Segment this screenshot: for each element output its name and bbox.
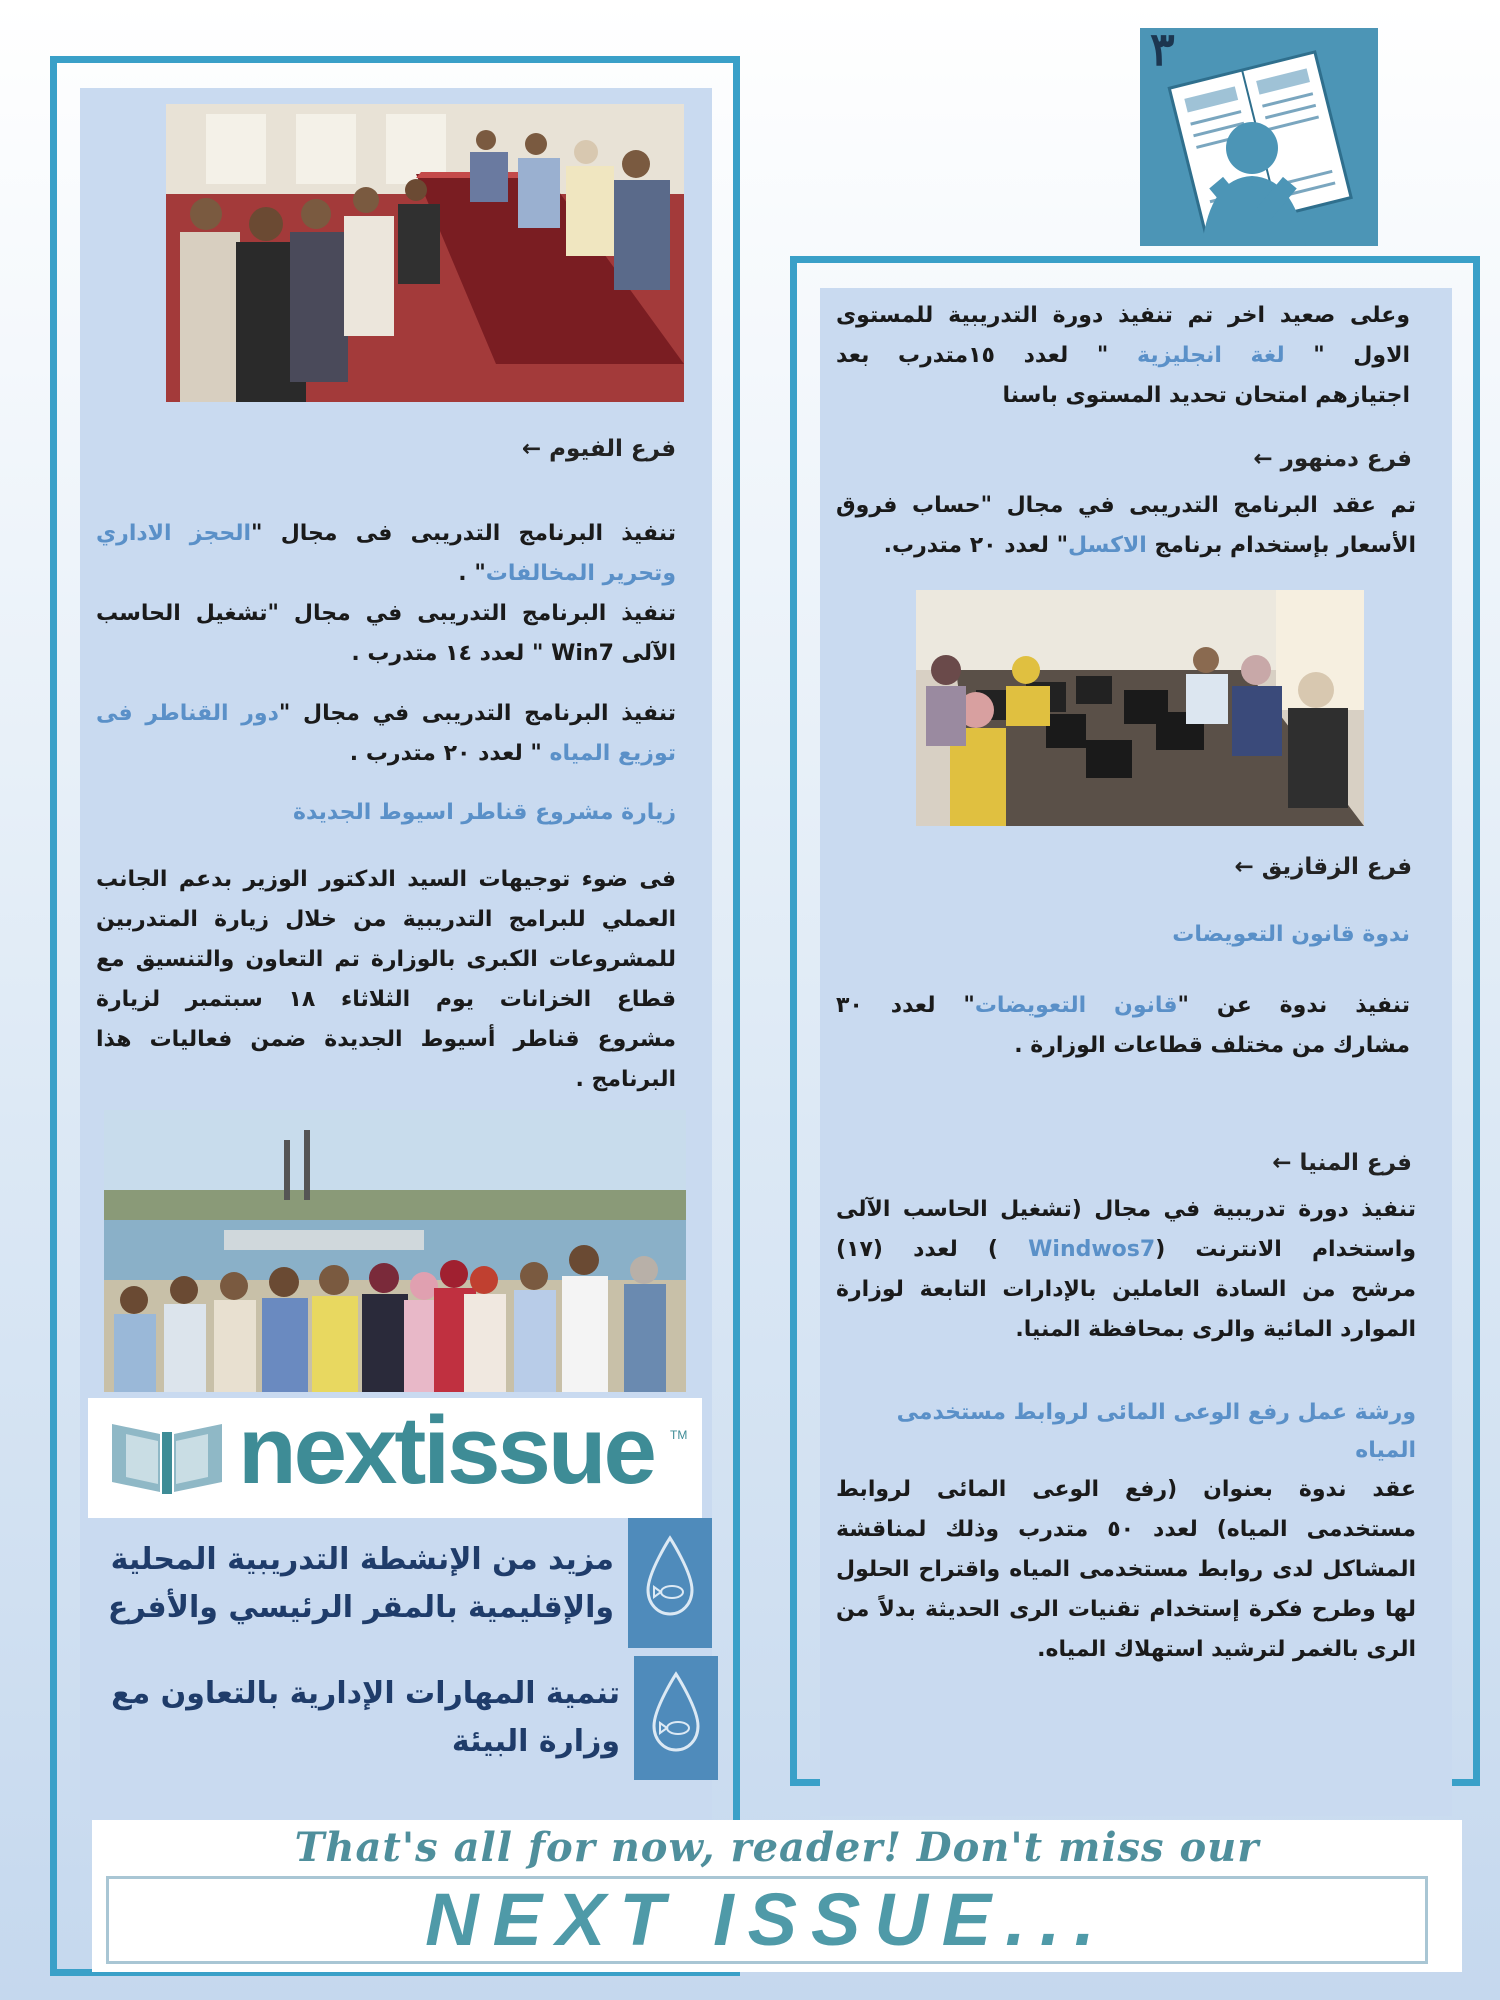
intro-line-2 [836, 336, 1410, 376]
fayoum-p1-line-1 [96, 514, 676, 554]
visit-title: زيارة مشروع قناطر اسيوط الجديدة [292, 800, 676, 825]
promo-2-icon-box [634, 1656, 718, 1780]
minya-line-4: الموارد المائية والرى بمحافظة المنيا. [1015, 1317, 1416, 1342]
footer [92, 1820, 1462, 1972]
workshop-line-5: الرى بالغمر لترشيد استهلاك المياه. [1037, 1637, 1416, 1662]
workshop-title-line-1: ورشة عمل رفع الوعى المائى لروابط مستخدمى [896, 1400, 1416, 1425]
branch-title-fayoum-text: فرع الفيوم [549, 436, 676, 462]
footer-banner-box [106, 1876, 1428, 1964]
excel-link[interactable]: الاكسل [1068, 533, 1147, 558]
damanhour-line-1: تم عقد البرنامج التدريبى في مجال "حساب فروق [836, 493, 1416, 518]
next-issue-logo [88, 1398, 702, 1518]
minya-line-2-start: واستخدام الانترنت ( [1155, 1237, 1416, 1262]
workshop-line-1: عقد ندوة بعنوان (رفع الوعى المائى لروابط [836, 1477, 1416, 1502]
damanhour-line-2-start: الأسعار بإستخدام برنامج [1146, 533, 1416, 558]
promo-1-line-1: مزيد من الإنشطة التدريبية المحلية [110, 1542, 614, 1577]
violations-link[interactable]: وتحرير المخالفات [485, 561, 676, 586]
workshop-paragraph [836, 1470, 1416, 1670]
branch-title-damanhour-text: فرع دمنهور [1280, 446, 1412, 472]
administrative-seizure-link[interactable]: الحجز الاداري [96, 521, 252, 546]
meeting-photo-illustration [166, 104, 684, 402]
workshop-title [880, 1394, 1416, 1470]
field-visit-photo [104, 1110, 686, 1392]
branch-title-zagazig-text: فرع الزقازيق [1261, 854, 1412, 880]
branch-title-minya-text: فرع المنيا [1299, 1150, 1412, 1176]
zagazig-line-1-end: " لعدد ٣٠ [836, 993, 975, 1018]
minya-line-1: تنفيذ دورة تدريبية في مجال (تشغيل الحاسب الآلى [836, 1197, 1416, 1222]
visit-line-1: فى ضوء توجيهات السيد الدكتور الوزير بدعم الجانب [96, 867, 676, 892]
promo-1-icon-box [628, 1518, 712, 1648]
trademark-mark: TM [670, 1428, 688, 1442]
minya-paragraph [836, 1190, 1416, 1350]
zagazig-line-2: مشارك من مختلف قطاعات الوزارة . [1014, 1033, 1410, 1058]
workshop-line-2: مستخدمى المياه) لعدد ٥٠ متدرب وذلك لمناقشة [836, 1517, 1416, 1542]
zagazig-line-1-start: تنفيذ ندوة عن " [1177, 993, 1410, 1018]
fayoum-p1-end: " . [458, 561, 486, 586]
intro-line-2-end: " لعدد ١٥متدرب بعد [836, 343, 1138, 368]
fayoum-paragraphs [96, 514, 676, 774]
intro-paragraph [836, 296, 1410, 416]
minya-line-2-end: ) لعدد (١٧) [836, 1237, 1029, 1262]
next-issue-wordmark: nextissue [238, 1397, 654, 1504]
computer-lab-photo [916, 590, 1364, 826]
newspaper-reader-icon [1140, 28, 1378, 246]
branch-title-fayoum [420, 436, 676, 462]
visit-paragraph [96, 860, 676, 1100]
branch-title-minya [1160, 1150, 1412, 1176]
zagazig-paragraph [836, 986, 1410, 1066]
footer-tagline: That's all for now, reader! Don't miss our [294, 1824, 1260, 1871]
field-visit-illustration [104, 1110, 686, 1392]
fayoum-p3-start: تنفيذ البرنامج التدريبى في مجال " [278, 701, 676, 726]
intro-line-1: وعلى صعيد اخر تم تنفيذ دورة التدريبية للمستوى [836, 303, 1410, 328]
workshop-line-3: المشاكل لدى روابط مستخدمى المياه واقتراح الحلول [836, 1557, 1416, 1582]
intro-line-3: اجتيازهم امتحان تحديد المستوى باسنا [1002, 383, 1410, 408]
arrow-left-icon: ← [1272, 1150, 1292, 1176]
english-course-link[interactable]: لغة انجليزية [1137, 343, 1285, 368]
visit-line-4: قطاع الخزانات يوم الثلاثاء ١٨ سبتمبر لزيارة [96, 987, 676, 1012]
damanhour-paragraph [836, 486, 1416, 566]
compensation-law-link[interactable]: قانون التعويضات [974, 993, 1178, 1018]
promo-2-line-1: تنمية المهارات الإدارية بالتعاون مع [111, 1676, 620, 1711]
windows7-link[interactable]: Windwos7 [1028, 1237, 1156, 1262]
fayoum-p2-line-1: تنفيذ البرنامج التدريبى في مجال "تشغيل الحاسب [96, 601, 676, 626]
arrow-left-icon: ← [1234, 854, 1254, 880]
arrow-left-icon: ← [521, 436, 542, 462]
zagazig-subtitle: ندوة قانون التعويضات [1172, 922, 1410, 947]
promo-1-line-2: والإقليمية بالمقر الرئيسي والأفرع [107, 1590, 614, 1625]
workshop-line-4: لها وطرح فكرة إستخدام تقنيات الرى الحديثة بدلاً من [836, 1597, 1416, 1622]
fayoum-p2-line-2: الآلى Win7 " لعدد ١٤ متدرب . [351, 641, 676, 666]
book-icon [102, 1408, 232, 1508]
arrow-left-icon: ← [1253, 446, 1273, 472]
branch-title-zagazig [1120, 854, 1412, 880]
visit-line-6: البرنامج . [575, 1067, 676, 1092]
visit-line-2: العملي للبرامج التدريبية من خلال زيارة المتدربين [96, 907, 676, 932]
page-number: ٣ [1150, 22, 1175, 76]
promo-text-2 [104, 1670, 620, 1766]
damanhour-line-2-end: " لعدد ٢٠ متدرب. [883, 533, 1069, 558]
workshop-title-line-2: المياه [1355, 1438, 1416, 1463]
visit-line-5: مشروع قناطر أسيوط الجديدة ضمن فعاليات هذا [96, 1027, 676, 1052]
computer-lab-illustration [916, 590, 1364, 826]
branch-title-damanhour [1160, 446, 1412, 472]
meeting-photo [166, 104, 684, 402]
water-drop-fish-icon [628, 1518, 712, 1648]
minya-line-2 [836, 1230, 1416, 1270]
water-distribution-link[interactable]: توزيع المياه [549, 741, 676, 766]
promo-text-1 [104, 1536, 614, 1632]
minya-line-3: مرشح من السادة العاملين بالإدارات التابعة لوزارة [836, 1277, 1416, 1302]
fayoum-p3-line-2 [96, 734, 676, 774]
zagazig-line-1 [836, 986, 1410, 1026]
fayoum-p3-end: " لعدد ٢٠ متدرب . [349, 741, 550, 766]
visit-line-3: للمشروعات الكبرى بالوزارة تم التعاون والتنسيق مع [96, 947, 676, 972]
water-drop-fish-icon [634, 1656, 718, 1780]
barrages-role-link[interactable]: دور القناطر فى [96, 701, 279, 726]
fayoum-p3-line-1 [96, 694, 676, 734]
fayoum-p1-start: تنفيذ البرنامج التدريبى فى مجال " [251, 521, 676, 546]
intro-line-2-start: الاول " [1284, 343, 1410, 368]
newspaper-icon-box [1140, 22, 1378, 246]
damanhour-line-2 [836, 526, 1416, 566]
fayoum-p1-line-2 [96, 554, 676, 594]
promo-2-line-2: وزارة البيئة [451, 1724, 620, 1759]
footer-banner: NEXT ISSUE... [425, 1878, 1109, 1961]
